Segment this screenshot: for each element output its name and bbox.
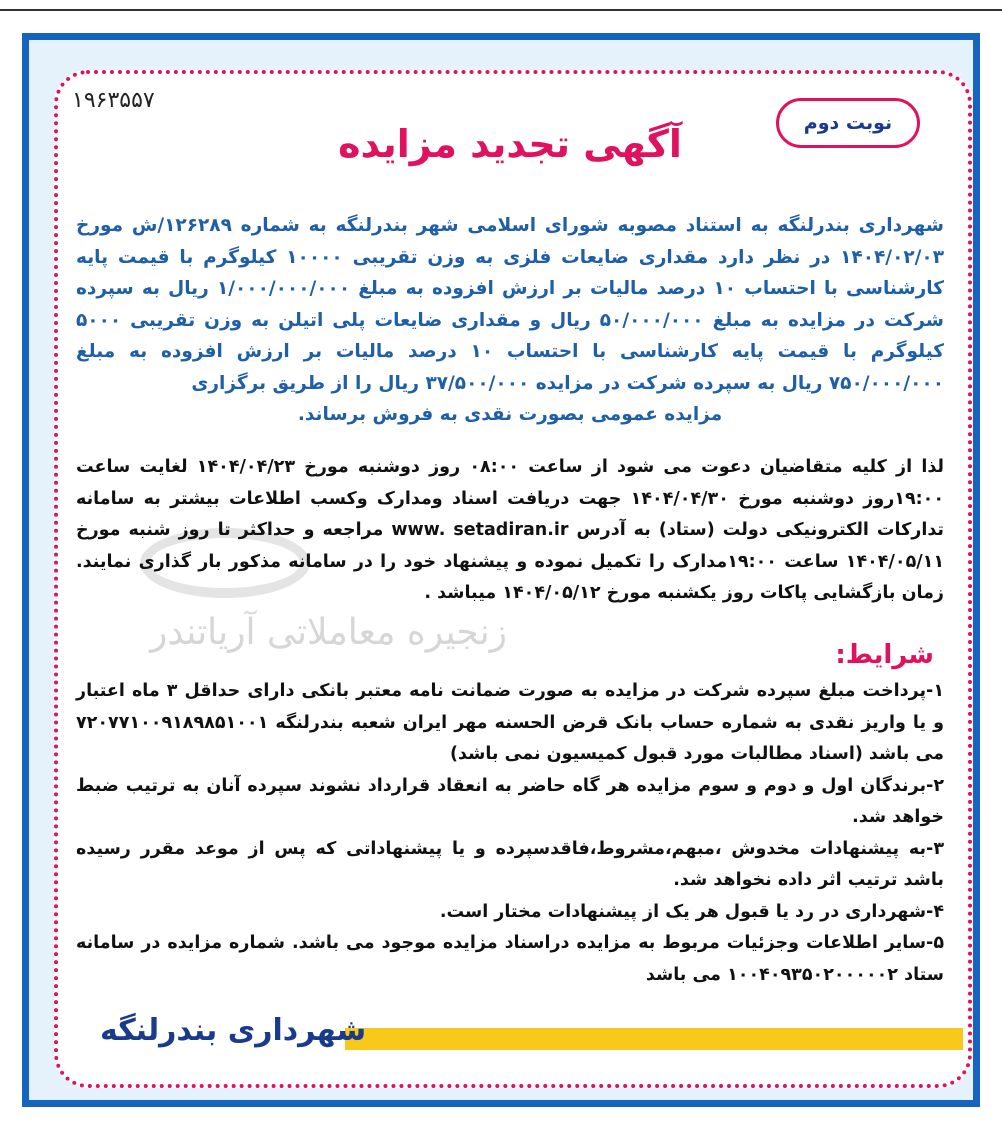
round-badge: نوبت دوم xyxy=(776,98,920,148)
condition-item: ۱-پرداخت مبلغ سپرده شرکت در مزایده به صورت ضمانت نامه معتبر بانکی دارای حداقل ۳ ماه اعتبار و یا واریز نقدی به شماره حساب بانک قرض الحسنه مهر ایران شعبه بندرلنگه ۷۲۰۷۷۱۰۰۹۱۸۹۸۵۱۰۰۱ می باشد (اسناد مطالبات مورد قبول کمیسیون نمی باشد) xyxy=(76,681,945,764)
condition-item: ۳-به پیشنهادات مخدوش ،مبهم،مشروط،فاقدسپرده و یا پیشنهاداتی که پس از موعد مقرر رسیده باشد ترتیب اثر داده نخواهد شد. xyxy=(76,838,944,890)
signature: شهرداری بندرلنگه xyxy=(100,1013,367,1048)
top-divider xyxy=(0,9,1002,11)
condition-item: ۲-برندگان اول و دوم و سوم مزایده هر گاه حاضر به انعقاد قرارداد نشوند سپرده آنان به ترتیب ضبط خواهد شد. xyxy=(76,775,944,827)
conditions-heading: شرایط: xyxy=(835,640,934,670)
ad-id: ۱۹۶۳۵۵۷ xyxy=(72,88,155,113)
intro-last-line: مزایده عمومی بصورت نقدی به فروش برساند. xyxy=(297,404,723,425)
signature-highlight xyxy=(345,1028,963,1050)
intro-body: شهرداری بندرلنگه به استناد مصوبه شورای اسلامی شهر بندرلنگه به شماره ۱۲۶۲۸۹/ش مورخ ۱۴۰۴/۰۲/۰۳ در نظر دارد مقداری ضایعات فلزی به وزن تقریبی ۱۰۰۰۰ کیلوگرم با قیمت پایه کارشناسی با احتساب ۱۰ درصد مالیات بر ارزش افزوده به مبلغ ۱/۰۰۰/۰۰۰/۰۰۰ ریال به سپرده شرکت در مزایده به مبلغ ۵۰/۰۰۰/۰۰۰ ریال و مقداری ضایعات پلی اتیلن به وزن تقریبی ۵۰۰۰ کیلوگرم با قیمت پایه کارشناسی با احتساب ۱۰ درصد مالیات بر ارزش افزوده به مبلغ ۷۵۰/۰۰۰/۰۰۰ ریال به سپرده شرکت در مزایده ۳۷/۵۰۰/۰۰۰ ریال را از طریق برگزاری xyxy=(76,215,944,394)
condition-item: ۴-شهرداری در رد یا قبول هر یک از پیشنهادات مختار است. xyxy=(439,901,944,922)
condition-item: ۵-سایر اطلاعات وجزئیات مربوط به مزایده دراسناد مزایده موجود می باشد. شماره مزایده در سامانه ستاد ۱۰۰۴۰۹۳۵۰۲۰۰۰۰۰۲ می باشد xyxy=(76,933,944,985)
watermark-text: زنجیره معاملاتی آریاتندر xyxy=(150,612,508,653)
conditions-list xyxy=(76,676,944,991)
intro-paragraph xyxy=(76,210,944,431)
notice-title: آگهی تجدید مزایده xyxy=(338,122,682,166)
invitation-paragraph: لذا از کلیه متقاضیان دعوت می شود از ساعت ۰۸:۰۰ روز دوشنبه مورخ ۱۴۰۴/۰۴/۲۳ لغایت ساعت ۱۹:۰۰روز دوشنبه مورخ ۱۴۰۴/۰۴/۳۰ جهت دریافت اسناد ومدارک وکسب اطلاعات بیشتر به سامانه تدارکات الکترونیکی دولت (ستاد) به آدرس www. setadiran.ir مراجعه و حداکثر تا روز شنبه مورخ ۱۴۰۴/۰۵/۱۱ ساعت ۱۹:۰۰مدارک را تکمیل نموده و پیشنهاد خود را در سامانه مذکور بار گذاری نمایند. زمان بازگشایی پاکات روز یکشنبه مورخ ۱۴۰۴/۰۵/۱۲ میباشد . xyxy=(76,457,945,603)
